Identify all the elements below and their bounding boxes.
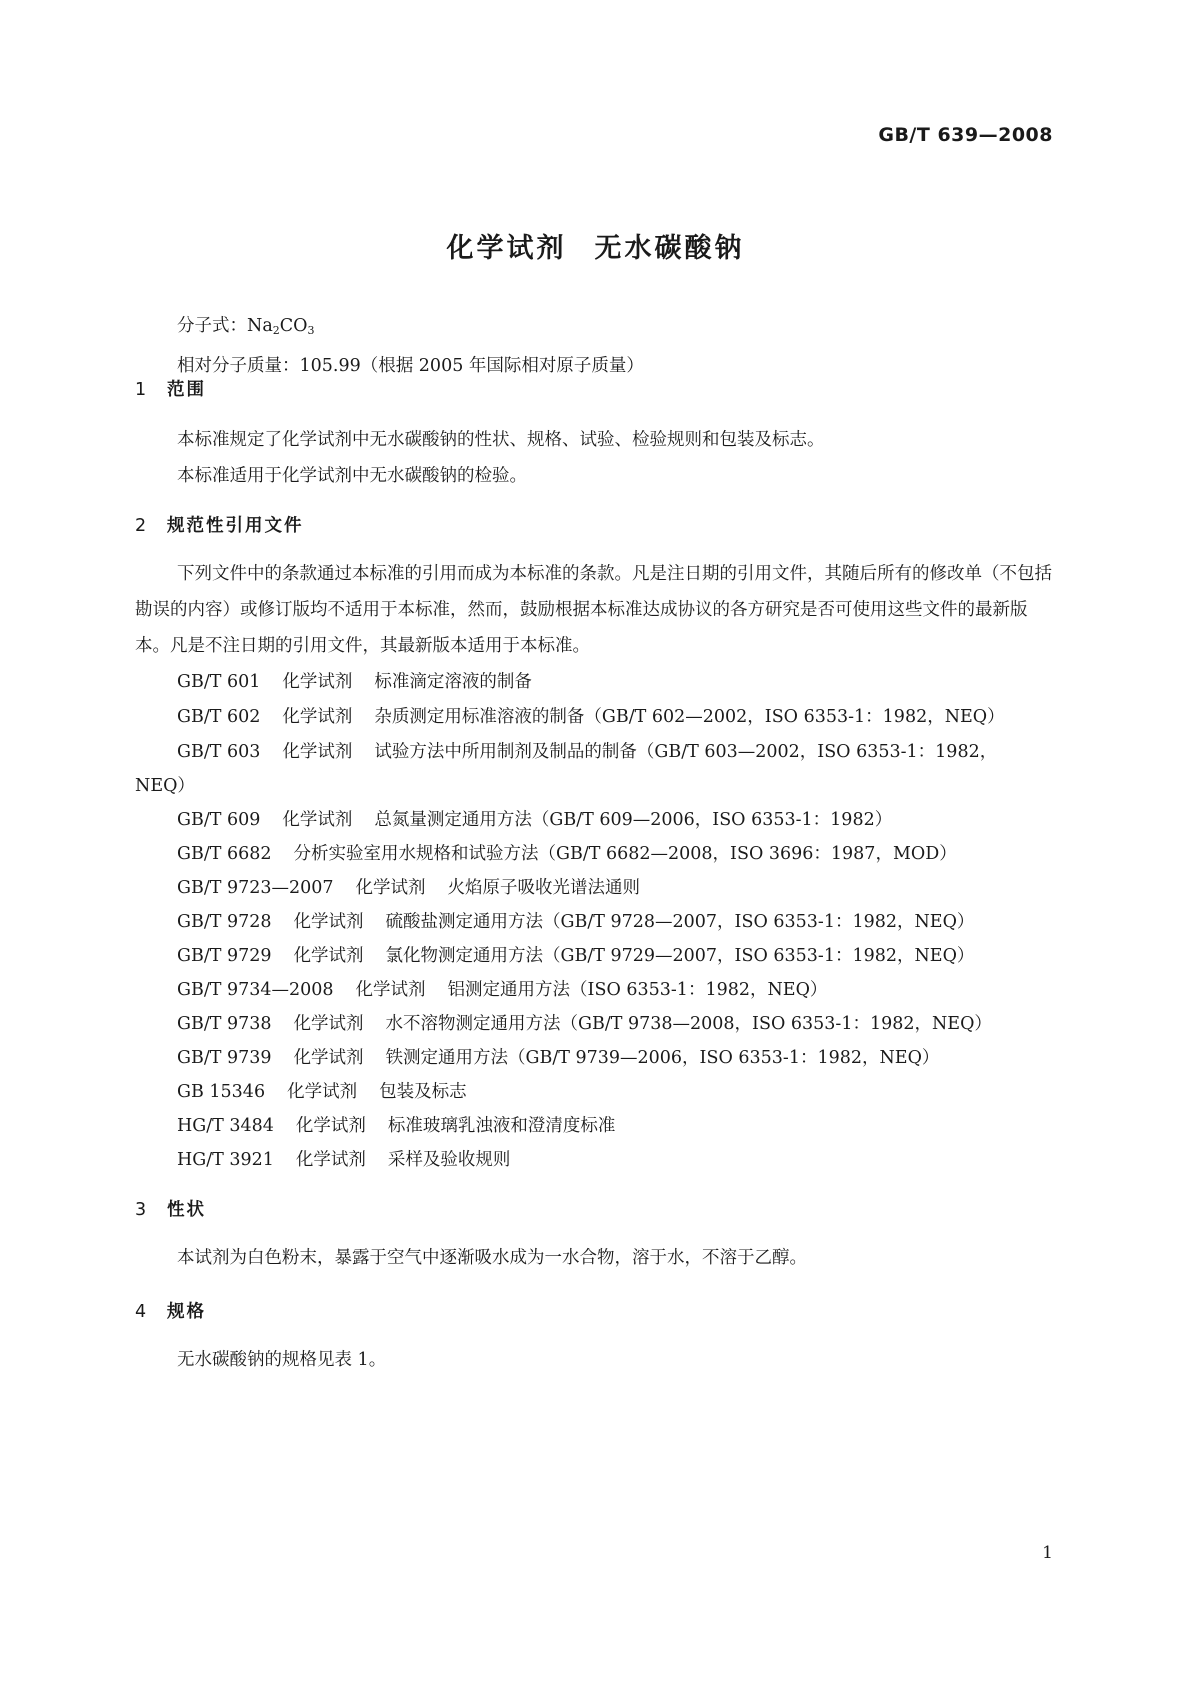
section-3-para-1: 本试剂为白色粉末，暴露于空气中逐渐吸水成为一水合物，溶于水，不溶于乙醇。 [177,1248,807,1268]
reference-item-continuation: NEQ） [135,776,195,796]
section-2-heading: 2 规范性引用文件 [135,516,304,536]
section-1-para-1: 本标准规定了化学试剂中无水碳酸钠的性状、规格、试验、检验规则和包装及标志。 [177,430,825,450]
reference-item: GB/T 601 化学试剂 标准滴定溶液的制备 [177,672,532,692]
formula-label: 分子式： [177,316,247,336]
standard-number: GB/T 639—2008 [878,124,1053,146]
title-part1: 化学试剂 [446,233,567,264]
reference-item: GB/T 9729 化学试剂 氯化物测定通用方法（GB/T 9729—2007，ISO 6353-1：1982，NEQ） [177,946,975,966]
reference-item: GB/T 609 化学试剂 总氮量测定通用方法（GB/T 609—2006，ISO 6353-1：1982） [177,810,893,830]
reference-item: GB/T 9728 化学试剂 硫酸盐测定通用方法（GB/T 9728—2007，ISO 6353-1：1982，NEQ） [177,912,975,932]
title-part2: 无水碳酸钠 [594,233,745,264]
reference-item: GB/T 9739 化学试剂 铁测定通用方法（GB/T 9739—2006，ISO 6353-1：1982，NEQ） [177,1048,940,1068]
reference-item: GB/T 9723—2007 化学试剂 火焰原子吸收光谱法通则 [177,878,641,898]
reference-item: GB 15346 化学试剂 包装及标志 [177,1082,467,1102]
section-2-intro: 下列文件中的条款通过本标准的引用而成为本标准的条款。凡是注日期的引用文件，其随后所有的修改单（不包括勘误的内容）或修订版均不适用于本标准，然而，鼓励根据本标准达成协议的各方研究是否可使用这些文件的最新版本。凡是不注日期的引用文件，其最新版本适用于本标准。 [135,564,1052,656]
reference-item: HG/T 3921 化学试剂 采样及验收规则 [177,1150,511,1170]
section-3-heading: 3 性状 [135,1200,206,1220]
section-1-heading: 1 范围 [135,380,206,400]
section-4-heading: 4 规格 [135,1302,206,1322]
section-4-para-1: 无水碳酸钠的规格见表 1。 [177,1350,387,1370]
reference-item: GB/T 603 化学试剂 试验方法中所用制剂及制品的制备（GB/T 603—2002，ISO 6353-1：1982， [177,742,998,762]
reference-item: GB/T 6682 分析实验室用水规格和试验方法（GB/T 6682—2008，ISO 3696：1987，MOD） [177,844,957,864]
page-number: 1 [1042,1543,1053,1563]
document-title [0,226,1191,265]
section-1-para-2: 本标准适用于化学试剂中无水碳酸钠的检验。 [177,466,527,486]
molecular-mass: 相对分子质量：105.99（根据 2005 年国际相对原子质量） [177,356,644,376]
reference-item: GB/T 602 化学试剂 杂质测定用标准溶液的制备（GB/T 602—2002，ISO 6353-1：1982，NEQ） [177,707,1005,727]
reference-item: HG/T 3484 化学试剂 标准玻璃乳浊液和澄清度标准 [177,1116,616,1136]
molecular-formula: 分子式：$Na_2CO_3$ [177,316,315,337]
reference-item: GB/T 9734—2008 化学试剂 铝测定通用方法（ISO 6353-1：1982，NEQ） [177,980,828,1000]
reference-item: GB/T 9738 化学试剂 水不溶物测定通用方法（GB/T 9738—2008，ISO 6353-1：1982，NEQ） [177,1014,992,1034]
